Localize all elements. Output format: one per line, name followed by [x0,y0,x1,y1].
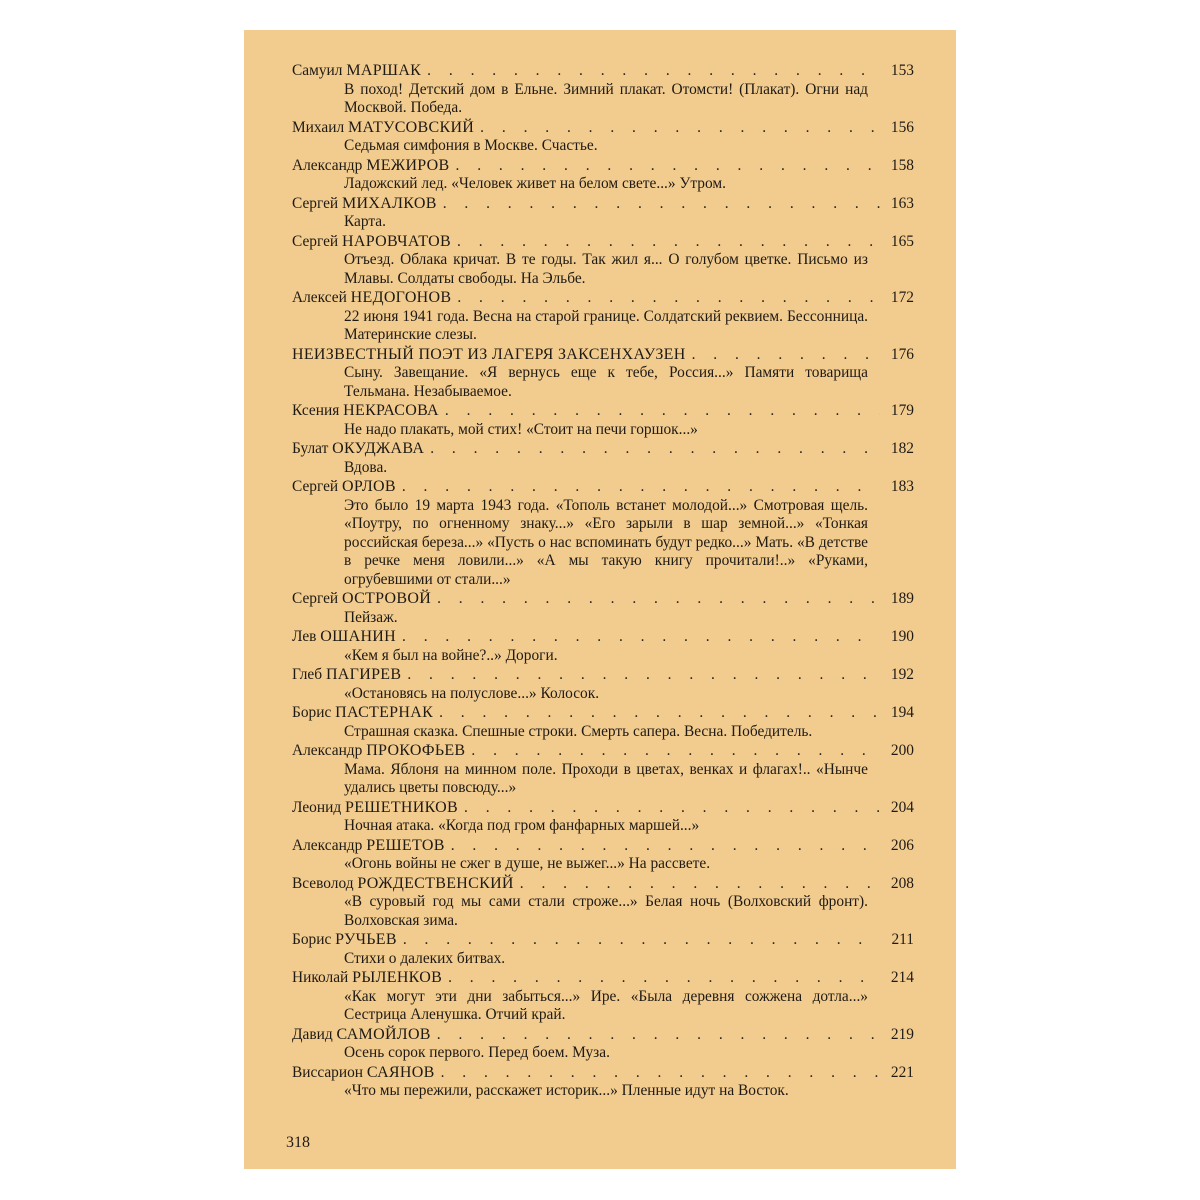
author-first-name: Николай [292,969,349,986]
author-name [292,440,424,459]
poem-titles: Мама. Яблоня на минном поле. Проходи в цветах, венках и флагах!.. «Нынче удались цветы повсюду...» [344,760,868,796]
toc-page-number: 214 [890,969,914,986]
author-name [292,233,451,252]
author-surname: РЕШЕТОВ [366,836,445,854]
author-name [292,666,401,685]
dot-leader [464,799,880,818]
poem-titles: Это было 19 марта 1943 года. «Тополь встанет молодой...» Смотровая щель. «Поутру, по огненному знаку...» «Его зарыли в шар земной...» «Тонкая российская береза...» «Пусть о нас вспоминать будут редко...» Мать. «В детстве в речке меня ловили...» «А мы такую книгу прочитали!..» «Руками, огрубевшими от стали...» [344,496,868,588]
author-first-name: Сергей [292,478,339,495]
toc-entry [292,195,914,232]
author-first-name: Александр [292,742,363,759]
author-surname: ОКУДЖАВА [332,440,425,457]
poem-titles: «Что мы пережили, расскажет историк...» Пленные идут на Восток. [344,1082,789,1099]
dot-leader [445,402,880,421]
author-first-name: Алексей [292,289,347,306]
toc-entry [292,346,914,402]
toc-entry-header [292,875,914,894]
author-surname: МАТУСОВСКИЙ [348,118,475,136]
toc-entry-header [292,837,914,856]
dot-leader [402,478,880,497]
author-first-name: Булат [292,440,329,457]
author-first-name: Сергей [292,194,339,212]
author-surname: НЕДОГОНОВ [350,289,452,306]
poem-titles: Карта. [344,213,386,230]
author-surname: МИХАЛКОВ [342,194,437,212]
toc-entry-header [292,704,914,723]
toc-entry [292,704,914,741]
toc-page-number: 176 [890,345,914,363]
toc-entry [292,875,914,931]
author-name [292,742,465,761]
dot-leader [441,1064,880,1083]
dot-leader [437,590,880,609]
author-name [292,875,514,894]
poem-titles: Осень сорок первого. Перед боем. Муза. [344,1044,610,1061]
author-first-name: Борис [292,931,332,948]
toc-entry [292,1064,914,1101]
author-surname: ОШАНИН [320,628,397,645]
author-surname: РЕШЕТНИКОВ [345,798,458,816]
dot-leader [451,837,880,856]
toc-page-number: 200 [890,742,914,759]
toc-entry [292,742,914,798]
dot-leader [439,704,880,723]
author-name [292,157,450,176]
toc-entry [292,157,914,194]
toc-page-number: 158 [890,156,914,174]
author-surname: НЕИЗВЕСТНЫЙ ПОЭТ ИЗ ЛАГЕРЯ ЗАКСЕНХАУЗЕН [292,345,686,363]
toc-entry-header [292,289,914,308]
dot-leader [427,62,880,81]
toc-entry-header [292,799,914,818]
toc-page-number: 221 [890,1063,914,1081]
author-name [292,837,445,856]
toc-page-number: 219 [890,1025,914,1043]
author-name [292,346,686,365]
author-surname: ОРЛОВ [342,478,396,495]
toc-page-number: 206 [890,836,914,854]
book-page [244,30,956,1169]
poem-titles: 22 июня 1941 года. Весна на старой границе. Солдатский реквием. Бессонница. Материнские слезы. [344,307,868,343]
poem-titles: «Кем я был на войне?..» Дороги. [344,646,558,664]
author-name [292,1026,431,1045]
author-name [292,969,442,988]
toc-entry-header [292,628,914,647]
toc-page-number: 190 [890,628,914,645]
author-first-name: Александр [292,156,363,174]
page-number: 318 [286,1134,310,1151]
author-first-name: Всеволод [292,874,354,892]
author-first-name: Самуил [292,62,343,79]
toc-entry-header [292,666,914,685]
toc-entry-header [292,346,914,365]
poem-titles: Отъезд. Облака кричат. В те годы. Так жил я... О голубом цветке. Письмо из Млавы. Солдаты свободы. На Эльбе. [344,251,868,287]
toc-page-number: 165 [890,232,914,250]
toc-entry-header [292,590,914,609]
author-name [292,478,396,497]
toc-page-number: 208 [890,874,914,892]
author-surname: РУЧЬЕВ [335,931,397,948]
author-first-name: Лев [292,628,317,645]
dot-leader [443,195,880,214]
toc-entry [292,62,914,118]
author-name [292,931,397,950]
toc-entry [292,837,914,874]
dot-leader [692,346,880,365]
dot-leader [437,1026,880,1045]
toc-entry [292,628,914,665]
author-surname: МЕЖИРОВ [366,156,450,174]
dot-leader [457,289,880,308]
dot-leader [520,875,880,894]
poem-titles: «Огонь войны не сжег в душе, не выжег...» На рассвете. [344,855,711,872]
toc-entry-header [292,742,914,761]
dot-leader [471,742,880,761]
toc-entry-header [292,157,914,176]
toc-entry-header [292,969,914,988]
toc-page-number: 189 [890,590,914,607]
poem-titles: В поход! Детский дом в Ельне. Зимний плакат. Отомсти! (Плакат). Огни над Москвой. Победа. [344,80,868,116]
toc-page-number: 194 [890,704,914,721]
dot-leader [403,931,880,950]
toc-entry [292,119,914,156]
toc-page-number: 163 [890,194,914,212]
author-surname: МАРШАК [346,62,422,79]
poem-titles: Седьмая симфония в Москве. Счастье. [344,137,598,154]
toc-entry-header [292,62,914,81]
author-name [292,799,458,818]
poem-titles: Страшная сказка. Спешные строки. Смерть сапера. Весна. Победитель. [344,722,813,740]
author-surname: САМОЙЛОВ [336,1025,431,1043]
toc-entry [292,666,914,703]
author-surname: ОСТРОВОЙ [342,590,432,607]
toc-entry [292,931,914,968]
toc-entry [292,289,914,345]
poem-titles: «Остановясь на полуслове...» Колосок. [344,684,600,702]
dot-leader [480,119,880,138]
toc-page-number: 179 [890,402,914,419]
toc-page-number: 192 [890,666,914,683]
toc-entry-header [292,119,914,138]
dot-leader [457,233,880,252]
toc-page-number: 172 [890,289,914,306]
author-surname: НАРОВЧАТОВ [342,232,451,250]
poem-titles: «Как могут эти дни забыться...» Ире. «Была деревня сожжена дотла...» Сестрица Аленушка. Отчий край. [344,987,868,1023]
author-first-name: Давид [292,1025,333,1043]
author-surname: НЕКРАСОВА [343,402,439,419]
toc-page-number: 211 [891,931,914,948]
toc-entry-header [292,931,914,950]
toc-page-number: 153 [890,62,914,79]
poem-titles: Ночная атака. «Когда под гром фанфарных маршей...» [344,817,700,834]
poem-titles: Ладожский лед. «Человек живет на белом свете...» Утром. [344,175,726,192]
dot-leader [402,628,880,647]
toc-entry-header [292,402,914,421]
author-name [292,704,433,723]
dot-leader [456,157,880,176]
toc-page-number: 183 [890,478,914,495]
author-first-name: Глеб [292,666,323,683]
toc-entry [292,402,914,439]
author-name [292,62,421,81]
author-surname: САЯНОВ [366,1063,435,1081]
author-first-name: Ксения [292,402,340,419]
poem-titles: Пейзаж. [344,608,398,626]
toc-entry-header [292,1064,914,1083]
toc-entry [292,969,914,1025]
author-first-name: Леонид [292,798,342,816]
toc-entry-header [292,1026,914,1045]
toc-page-number: 156 [890,118,914,136]
toc-entry [292,590,914,627]
poem-titles: Сыну. Завещание. «Я вернусь еще к тебе, Россия...» Памяти товарища Тельмана. Незабываемое. [344,364,868,400]
author-surname: ПАГИРЕВ [325,666,402,683]
author-surname: ПАСТЕРНАК [335,704,434,721]
dot-leader [407,666,880,685]
author-name [292,590,431,609]
author-first-name: Виссарион [292,1063,364,1081]
author-first-name: Сергей [292,590,339,607]
dot-leader [448,969,880,988]
dot-leader [430,440,880,459]
author-name [292,119,474,138]
toc-entry [292,440,914,477]
author-first-name: Борис [292,704,332,721]
author-surname: РОЖДЕСТВЕНСКИЙ [357,874,514,892]
author-name [292,195,437,214]
toc-entry-header [292,478,914,497]
toc-entry [292,233,914,289]
toc-entry-header [292,440,914,459]
author-first-name: Сергей [292,232,339,250]
toc-entry [292,1026,914,1063]
toc-entry-header [292,195,914,214]
author-first-name: Михаил [292,118,345,136]
toc-entry [292,478,914,589]
toc-entry [292,799,914,836]
poem-titles: «В суровый год мы сами стали строже...» Белая ночь (Волховский фронт). Волховская зима. [344,893,868,929]
poem-titles: Вдова. [344,458,388,476]
author-surname: ПРОКОФЬЕВ [366,742,466,759]
poem-titles: Стихи о далеких битвах. [344,949,506,967]
author-name [292,628,396,647]
author-first-name: Александр [292,836,363,854]
author-name [292,402,439,421]
author-name [292,1064,435,1083]
table-of-contents [292,62,914,1102]
poem-titles: Не надо плакать, мой стих! «Стоит на печи горшок...» [344,420,698,438]
toc-page-number: 204 [890,798,914,816]
author-name [292,289,451,308]
toc-entry-header [292,233,914,252]
toc-page-number: 182 [890,440,914,457]
author-surname: РЫЛЕНКОВ [352,969,443,986]
